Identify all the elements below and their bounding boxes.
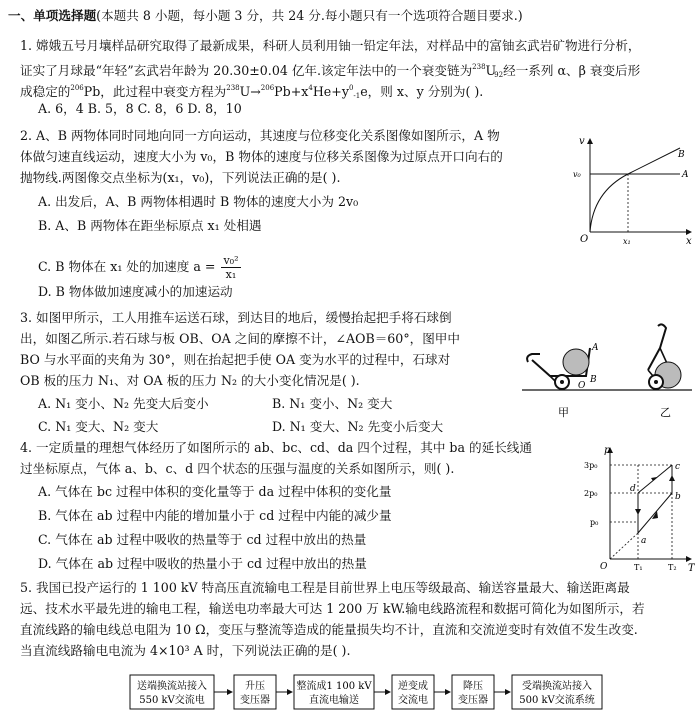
q3-line2: 出，如图乙所示.若石球与板 OB、OA 之间的摩擦不计，∠AOB＝60°，图甲中 xyxy=(20,331,460,346)
q4-graph-origin: O xyxy=(600,562,608,572)
q4-line1: 4. 一定质量的理想气体经历了如图所示的 ab、bc、cd、da 四个过程，其中 ba 的延长线通 xyxy=(20,440,532,455)
svg-text:整流成1 100 kV: 整流成1 100 kV xyxy=(296,681,372,692)
q4-graph-3p0: 3p₀ xyxy=(584,461,598,470)
flow-box-1 xyxy=(130,675,214,709)
q4-graph-point-d: d xyxy=(630,484,636,494)
q4-option-a: A. 气体在 bc 过程中体积的变化量等于 da 过程中体积的变化量 xyxy=(38,484,392,499)
section-title: 一、单项选择题 xyxy=(8,8,97,23)
svg-text:升压: 升压 xyxy=(245,681,265,692)
cart-jia-label-o: O xyxy=(578,381,586,391)
q2-graph-v-axis-label: v xyxy=(579,136,585,147)
q4-graph-t1: T₁ xyxy=(634,563,643,572)
q4-graph-t2: T₂ xyxy=(668,563,677,572)
q4-option-b: B. 气体在 ab 过程中内能的增加量小于 cd 过程中内能的减少量 xyxy=(38,508,392,523)
q4-graph-point-b: b xyxy=(675,492,681,502)
q1-line1: 1. 嫦娥五号月壤样品研究取得了最新成果，科研人员利用铀一铅定年法，对样品中的富铀玄武岩矿物进行分析， xyxy=(20,38,641,53)
svg-text:受端换流站接入: 受端换流站接入 xyxy=(522,681,592,692)
q3-option-b: B. N₁ 变小、N₂ 变大 xyxy=(272,396,393,411)
q2-graph-x1: x₁ xyxy=(623,237,631,244)
q1-line2: 证实了月球最“年轻”玄武岩年龄为 20.30±0.04 亿年.该定年法中的一个衰变链为$^{238}U_{92}$经一系列 α、β 衰变后形 xyxy=(20,63,641,79)
flow-box-5 xyxy=(452,675,494,709)
q5-line4: 当直流线路输电电流为 4×10³ A 时，下列说法正确的是( ). xyxy=(20,643,351,658)
svg-text:550 kV交流电: 550 kV交流电 xyxy=(139,695,205,706)
flow-box-2 xyxy=(234,675,276,709)
q3-option-c: C. N₁ 变大、N₂ 变大 xyxy=(38,419,159,434)
q1-options: A. 6，4 B. 5，8 C. 8，6 D. 8，10 xyxy=(38,101,242,116)
q2-line1: 2. A、B 两物体同时同地向同一方向运动，其速度与位移变化关系图像如图所示，A 物 xyxy=(20,128,500,143)
q5-line2: 远、技术水平最先进的输电工程，输送电功率最大可达 1 200 万 kW.输电线路流程和数据可简化为如图所示，若 xyxy=(20,601,645,616)
svg-text:变压器: 变压器 xyxy=(240,695,270,706)
cart-jia xyxy=(527,343,599,391)
q1-line3: 成稳定的$^{206}$Pb，此过程中衰变方程为$^{238}U\to^{206}Pb+x^4He+y^0_{-1}e$，则 x、y 分别为( ). xyxy=(20,84,484,100)
q2-graph-origin: O xyxy=(580,234,589,244)
q4-graph-t-axis: T xyxy=(688,563,695,574)
q2-line3: 抛物线.两图像交点坐标为(x₁，v₀)，下列说法正确的是( ). xyxy=(20,170,341,185)
flow-box-3 xyxy=(294,675,374,709)
q4-option-d: D. 气体在 ab 过程中吸收的热量小于 cd 过程中放出的热量 xyxy=(38,556,367,571)
svg-text:逆变成: 逆变成 xyxy=(398,681,428,692)
q4-graph-2p0: 2p₀ xyxy=(584,489,598,498)
q2-graph-v0: v₀ xyxy=(573,170,581,179)
q4-option-c: C. 气体在 ab 过程中吸收的热量等于 cd 过程中放出的热量 xyxy=(38,532,367,547)
q2-vx-graph xyxy=(568,132,693,244)
cart-yi xyxy=(648,324,681,389)
q4-pt-graph xyxy=(582,445,695,575)
q4-graph-point-c: c xyxy=(675,462,681,472)
cart-jia-label-b: B xyxy=(590,375,597,385)
q3-line1: 3. 如图甲所示，工人用推车运送石球，到达目的地后，缓慢抬起把手将石球倒 xyxy=(20,310,452,325)
fig-label-yi: 乙 xyxy=(660,406,671,419)
q2-line2: 体做匀速直线运动，速度大小为 v₀，B 物体的速度与位移关系图像为过原点开口向右的 xyxy=(20,149,503,164)
flow-box-6 xyxy=(512,675,602,709)
svg-text:变压器: 变压器 xyxy=(458,695,488,706)
q4-line2: 过坐标原点，气体 a、b、c、d 四个状态的压强与温度的关系如图所示，则( ). xyxy=(20,461,455,476)
svg-text:交流电: 交流电 xyxy=(398,695,428,706)
q4-graph-point-a: a xyxy=(641,536,647,546)
flow-box-4 xyxy=(392,675,434,709)
q4-graph-p0: p₀ xyxy=(590,518,599,527)
q3-line3: BO 与水平面的夹角为 30°，则在抬起把手使 OA 变为水平的过程中，石球对 xyxy=(20,352,451,367)
q3-line4: OB 板的压力 N₁、对 OA 板的压力 N₂ 的大小变化情况是( ). xyxy=(20,373,360,388)
q3-cart-figure xyxy=(520,320,695,425)
fig-label-jia: 甲 xyxy=(558,406,569,419)
q2-graph-label-a: A xyxy=(682,170,689,180)
q2-option-a: A. 出发后，A、B 两物体相遇时 B 物体的速度大小为 2v₀ xyxy=(38,194,359,209)
q3-option-d: D. N₁ 变大、N₂ 先变小后变大 xyxy=(272,419,444,434)
q5-line3: 直流线路的输电线总电阻为 10 Ω，变压与整流等造成的能量损失均不计，直流和交流逆变时有效值不发生改变. xyxy=(20,622,638,637)
q2-graph-x-axis-label: x xyxy=(686,236,692,244)
q2-option-d: D. B 物体做加速度减小的加速运动 xyxy=(38,284,233,299)
q3-option-a: A. N₁ 变小、N₂ 先变大后变小 xyxy=(38,396,209,411)
q5-flow-diagram xyxy=(0,670,700,720)
cart-jia-label-a: A xyxy=(592,343,599,353)
q4-graph-p-axis: p xyxy=(604,445,611,456)
q2-option-c: C. B 物体在 x₁ 处的加速度 a = $\frac{\text{v₀²}}{\text{x₁}}$ xyxy=(38,254,239,281)
q5-line1: 5. 我国已投产运行的 1 100 kV 特高压直流输电工程是目前世界上电压等级最高、输送容量最大、输送距离最 xyxy=(20,580,630,595)
section-header xyxy=(8,8,523,24)
q2-option-b: B. A、B 两物体在距坐标原点 x₁ 处相遇 xyxy=(38,218,262,233)
svg-text:500 kV交流系统: 500 kV交流系统 xyxy=(519,695,595,706)
svg-text:送端换流站接入: 送端换流站接入 xyxy=(137,681,207,692)
q2-graph-label-b: B xyxy=(678,150,685,160)
svg-text:降压: 降压 xyxy=(463,681,483,692)
section-desc: (本题共 8 小题，每小题 3 分，共 24 分.每小题只有一个选项符合题目要求.) xyxy=(96,8,523,23)
svg-text:直流电输送: 直流电输送 xyxy=(309,695,359,706)
